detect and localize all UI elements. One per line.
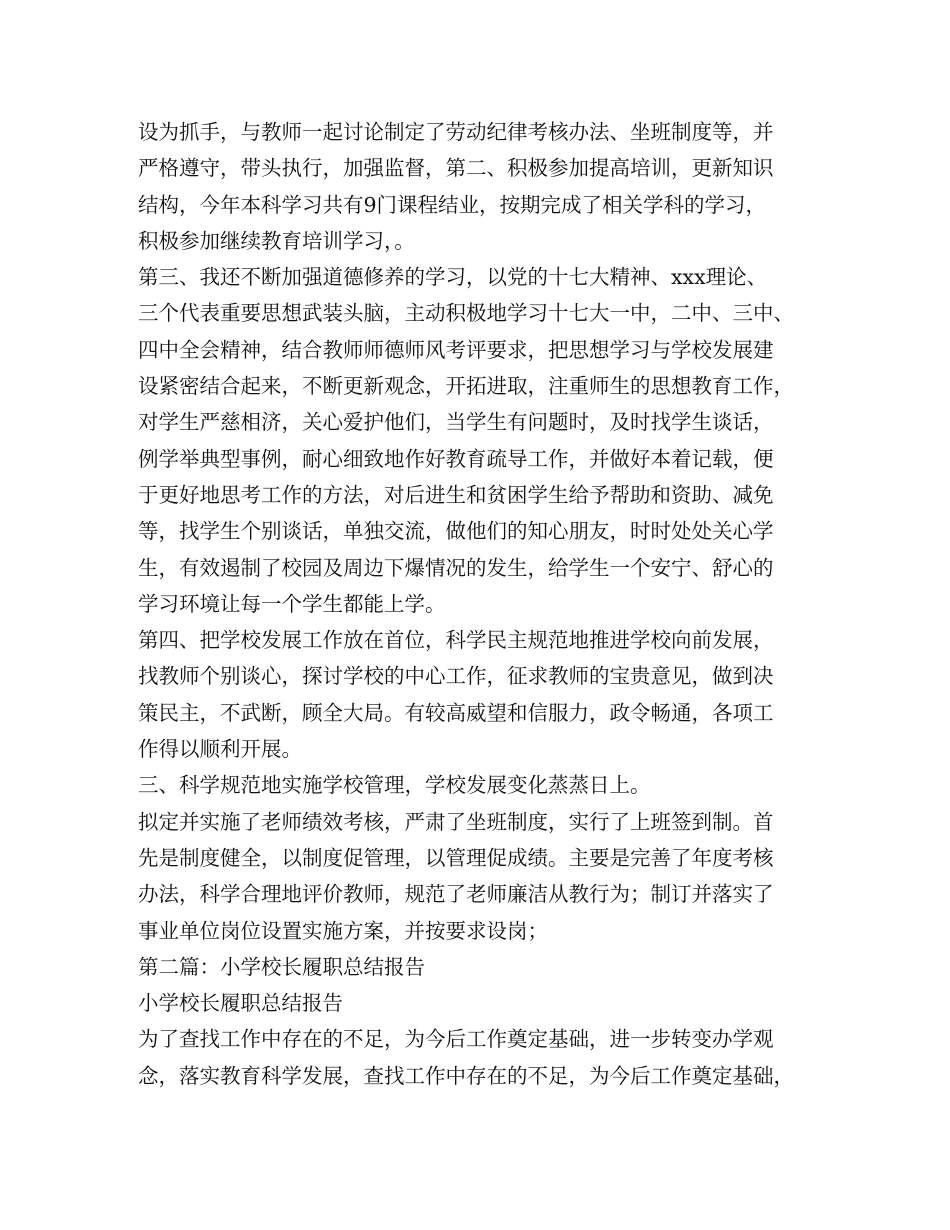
text-line: 先是制度健全，以制度促管理，以管理促成绩。主要是完善了年度考核 <box>138 845 774 870</box>
text-line: 为了查找工作中存在的不足，为今后工作奠定基础，进一步转变办学观 <box>138 1027 774 1052</box>
text-line: 第三、我还不断加强道德修养的学习，以党的十七大精神、xxx理论、 <box>138 265 768 290</box>
text-line: 拟定并实施了老师绩效考核，严肃了坐班制度，实行了上班签到制。首 <box>138 809 774 834</box>
text-line: 设紧密结合起来，不断更新观念，开拓进取，注重师生的思想教育工作， <box>138 374 794 399</box>
text-line: 对学生严慈相济，关心爱护他们，当学生有问题时，及时找学生谈话， <box>138 410 774 435</box>
text-line: 三个代表重要思想武装头脑，主动积极地学习十七大一中，二中、三中、 <box>138 301 794 326</box>
text-line: 办法，科学合理地评价教师，规范了老师廉洁从教行为；制订并落实了 <box>138 882 774 907</box>
chapter-heading: 第二篇：小学校长履职总结报告 <box>138 954 425 979</box>
document-body <box>138 114 838 1094</box>
text-line: 严格遵守，带头执行，加强监督，第二、积极参加提高培训，更新知识 <box>138 156 774 181</box>
text-line: 念，落实教育科学发展，查找工作中存在的不足，为今后工作奠定基础， <box>138 1063 794 1088</box>
text-line: 四中全会精神，结合教师师德师风考评要求，把思想学习与学校发展建 <box>138 337 774 362</box>
document-title: 小学校长履职总结报告 <box>138 991 343 1016</box>
text-line: 策民主，不武断，顾全大局。有较高威望和信服力，政令畅通，各项工 <box>138 700 774 725</box>
text-line: 等，找学生个别谈话，单独交流，做他们的知心朋友，时时处处关心学 <box>138 519 774 544</box>
text-line: 事业单位岗位设置实施方案，并按要求设岗； <box>138 918 548 943</box>
text-line: 于更好地思考工作的方法，对后进生和贫困学生给予帮助和资助、减免 <box>138 482 774 507</box>
text-line: 作得以顺利开展。 <box>138 737 302 762</box>
text-line: 结构，今年本科学习共有9门课程结业，按期完成了相关学科的学习， <box>138 192 767 217</box>
text-line: 设为抓手，与教师一起讨论制定了劳动纪律考核办法、坐班制度等，并 <box>138 120 774 144</box>
text-line: 找教师个别谈心，探讨学校的中心工作，征求教师的宝贵意见，做到决 <box>138 664 774 689</box>
text-line: 例学举典型事例，耐心细致地作好教育疏导工作，并做好本着记载，便 <box>138 446 774 471</box>
text-line: 生，有效遏制了校园及周边下爆情况的发生，给学生一个安宁、舒心的 <box>138 555 774 580</box>
text-line: 学习环境让每一个学生都能上学。 <box>138 591 446 616</box>
text-line: 积极参加继续教育培训学习，。 <box>138 228 415 253</box>
text-line: 第四、把学校发展工作放在首位，科学民主规范地推进学校向前发展， <box>138 628 774 653</box>
section-heading: 三、科学规范地实施学校管理，学校发展变化蒸蒸日上。 <box>138 773 651 798</box>
